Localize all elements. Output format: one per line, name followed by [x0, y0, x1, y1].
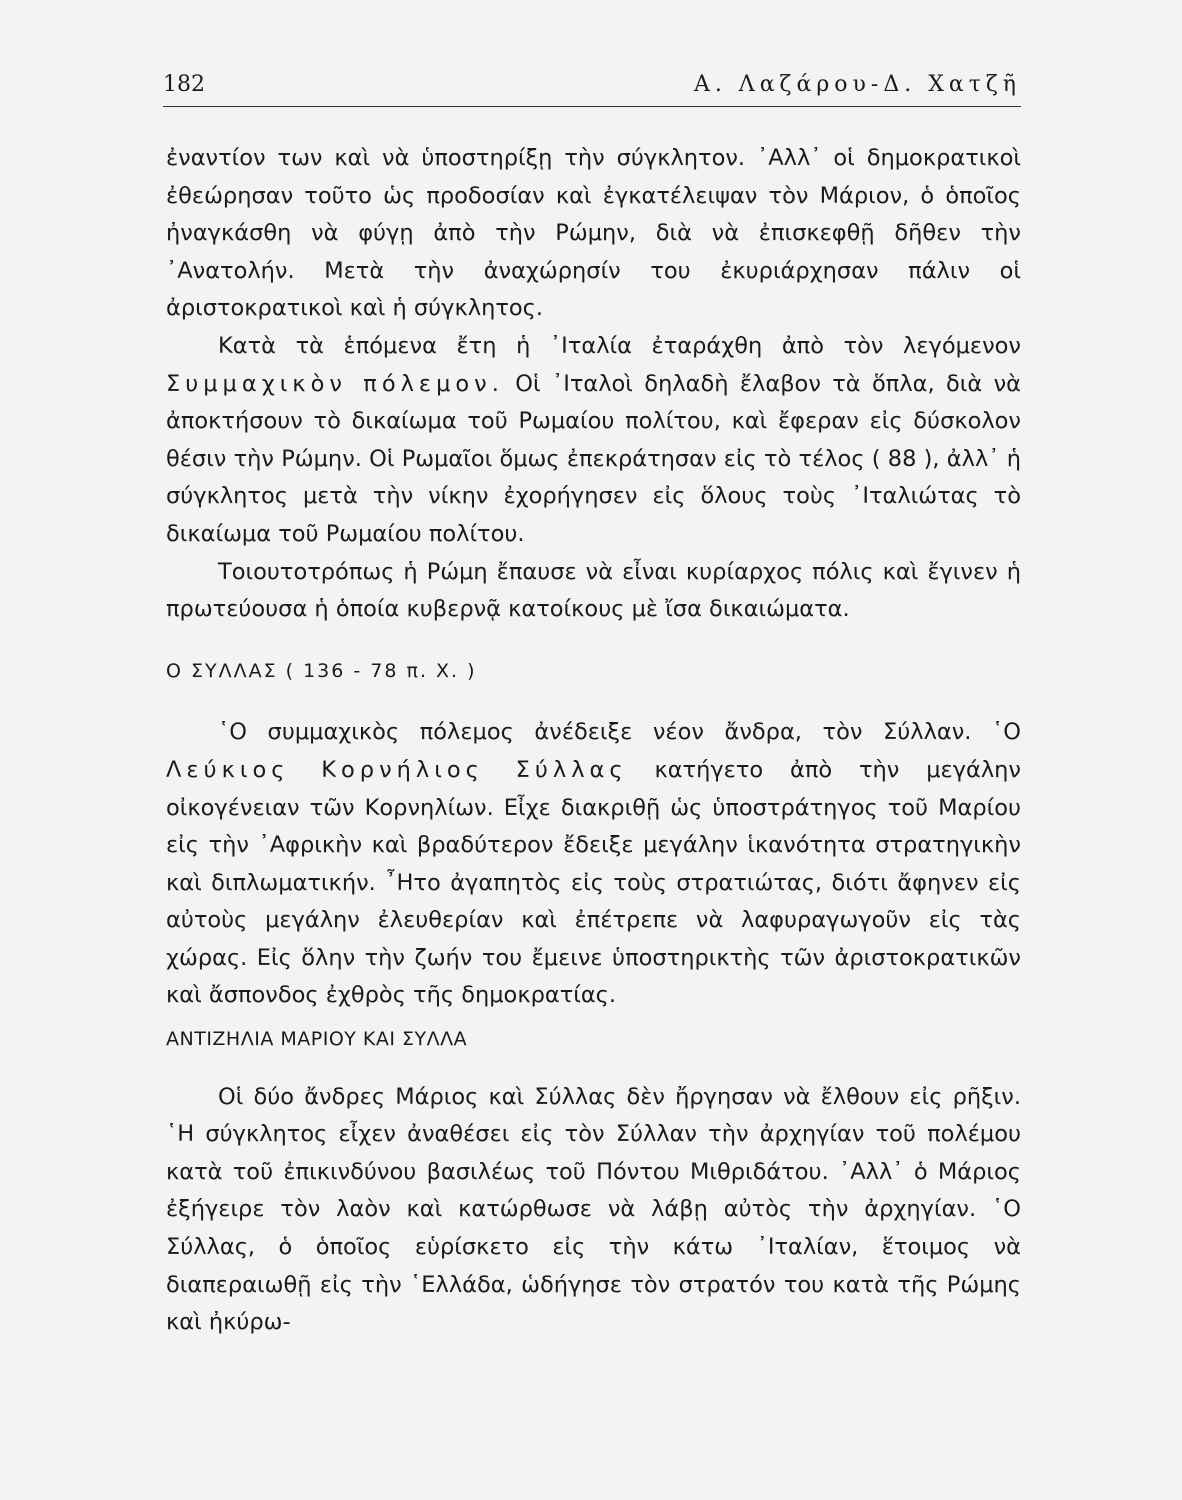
- page-header: [163, 66, 1021, 107]
- body-text: [166, 140, 1021, 1342]
- page-number: 182: [163, 72, 205, 97]
- section-heading-sullas: Ο ΣΥΛΛΑΣ ( 136 - 78 π. Χ. ): [166, 659, 477, 682]
- paragraph-2-rest: Οἱ ᾿Ιταλοὶ δηλαδὴ ἔλαβον τὰ ὅπλα, διὰ νὰ ἀποκτήσουν τὸ δικαίωμα τοῦ Ρωμαίου πολίτου, καὶ ἔφεραν εἰς δύσκολον θέσιν τὴν Ρώμην. Οἱ Ρωμαῖοι ὅμως ἐπεκράτησαν εἰς τὸ τέλος ( 88 ), ἀλλ᾿ ἡ σύγκλητος μετὰ τὴν νίκην ἐχορήγησεν εἰς ὅλους τοὺς ᾿Ιταλιώτας τὸ δικαίωμα τοῦ Ρωμαίου πολίτου.: [166, 370, 1021, 547]
- paragraph-2: [166, 328, 1021, 554]
- spaced-term-symmachikon: Συμμαχικὸν πόλεμον.: [166, 370, 504, 397]
- paragraph-4-start: ῾Ο συμμαχικὸς πόλεμος ἀνέδειξε νέον ἄνδρα, τὸν Σύλλαν. ῾Ο: [218, 719, 1021, 746]
- paragraph-4-rest: κατήγετο ἀπὸ τὴν μεγάλην οἰκογένειαν τῶν Κορνηλίων. Εἶχε διακριθῇ ὡς ὑποστράτηγος τοῦ Μαρίου εἰς τὴν ᾿Αφρικὴν καὶ βραδύτερον ἔδειξε μεγάλην ἱκανότητα στρατηγικὴν καὶ διπλωματικήν. ῏Ητο ἀγαπητὸς εἰς τοὺς στρατιώτας, διότι ἄφηνεν εἰς αὐτοὺς μεγάλην ἐλευθερίαν καὶ ἐπέτρεπε νὰ λαφυραγωγοῦν εἰς τὰς χώρας. Εἰς ὅλην τὴν ζωήν του ἔμεινε ὑποστηρικτὴς τῶν ἀριστοκρατικῶν καὶ ἄσπονδος ἐχθρὸς τῆς δημοκρατίας.: [166, 756, 1021, 1009]
- paragraph-2-start: Κατὰ τὰ ἑπόμενα ἔτη ἡ ᾿Ιταλία ἐταράχθη ἀπὸ τὸν λεγόμενον: [218, 332, 1021, 359]
- running-head: Α. Λαζάρου-Δ. Χατζῆ: [693, 72, 1021, 97]
- paragraph-3: Τοιουτοτρόπως ἡ Ρώμη ἔπαυσε νὰ εἶναι κυρίαρχος πόλις καὶ ἔγινεν ἡ πρωτεύουσα ἡ ὁποία κυβερνᾷ κατοίκους μὲ ἴσα δικαιώματα.: [166, 558, 1021, 623]
- section-heading-rivalry: ΑΝΤΙΖΗΛΙΑ ΜΑΡΙΟΥ ΚΑΙ ΣΥΛΛΑ: [166, 1028, 468, 1051]
- paragraph-5: Οἱ δύο ἄνδρες Μάριος καὶ Σύλλας δὲν ἤργησαν νὰ ἔλθουν εἰς ρῆξιν. ῾Η σύγκλητος εἶχεν ἀναθέσει εἰς τὸν Σύλλαν τὴν ἀρχηγίαν τοῦ πολέμου κατὰ τοῦ ἐπικινδύνου βασιλέως τοῦ Πόντου Μιθριδάτου. ᾿Αλλ᾿ ὁ Μάριος ἐξήγειρε τὸν λαὸν καὶ κατώρθωσε νὰ λάβῃ αὐτὸς τὴν ἀρχηγίαν. ῾Ο Σύλλας, ὁ ὁποῖος εὑρίσκετο εἰς τὴν κάτω ᾿Ιταλίαν, ἕτοιμος νὰ διαπεραιωθῇ εἰς τὴν ῾Ελλάδα, ὡδήγησε τὸν στρατόν του κατὰ τῆς Ρώμης καὶ ἠκύρω-: [166, 1083, 1021, 1336]
- paragraph-1: ἐναντίον των καὶ νὰ ὑποστηρίξῃ τὴν σύγκλητον. ᾿Αλλ᾿ οἱ δημοκρατικοὶ ἐθεώρησαν τοῦτο ὡς προδοσίαν καὶ ἐγκατέλειψαν τὸν Μάριον, ὁ ὁποῖος ἠναγκάσθη νὰ φύγῃ ἀπὸ τὴν Ρώμην, διὰ νὰ ἐπισκεφθῇ δῆθεν τὴν ᾿Ανατολήν. Μετὰ τὴν ἀναχώρησίν του ἐκυριάρχησαν πάλιν οἱ ἀριστοκρατικοὶ καὶ ἡ σύγκλητος.: [166, 145, 1021, 322]
- spaced-name-leukios: Λεύκιος Κορνήλιος Σύλλας: [166, 756, 628, 783]
- paragraph-4: [166, 714, 1021, 1015]
